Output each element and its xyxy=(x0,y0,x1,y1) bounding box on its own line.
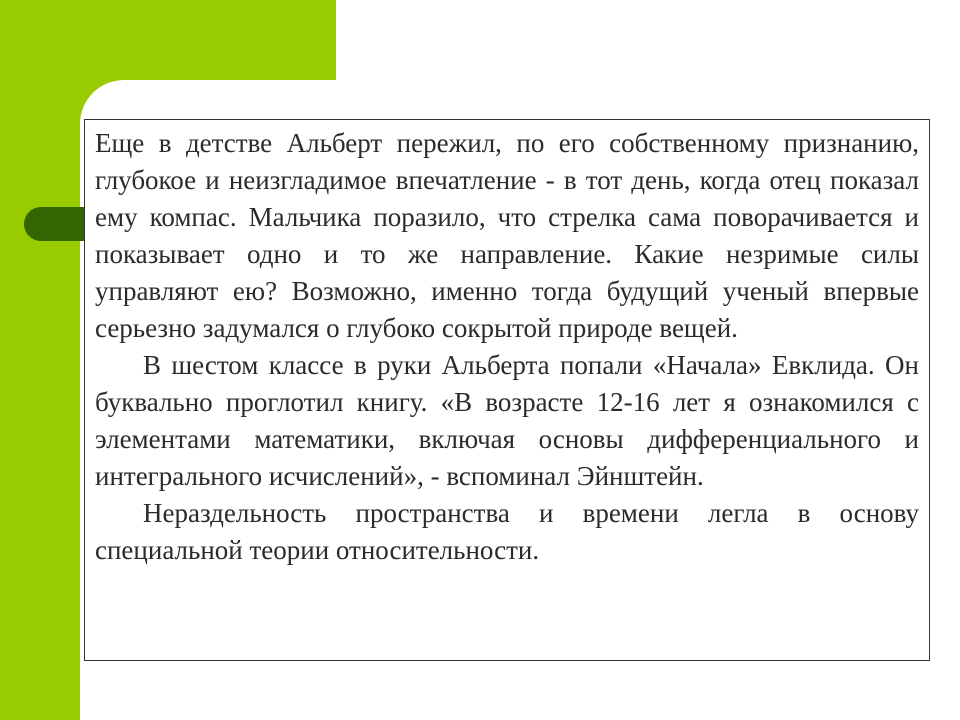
paragraph-compass: Еще в детстве Альберт пережил, по его собственному признанию, глубокое и неизгладимое впечатление - в тот день, когда отец показал ему компас. Мальчика поразило, что стрелка сама поворачивается и показывает одно и то же направление. Какие незримые силы управляют ею? Возможно, именно тогда будущий ученый впервые серьезно задумался о глубоко сокрытой природе вещей. xyxy=(95,128,919,343)
text-box xyxy=(84,119,930,661)
paragraph-relativity: Нераздельность пространства и времени легла в основу специальной теории относительности. xyxy=(95,498,919,565)
paragraph-euclid: В шестом классе в руки Альберта попали «Начала» Евклида. Он буквально проглотил книгу. «В возрасте 12-16 лет я ознакомился с элементами математики, включая основы дифференциального и интегрального исчислений», - вспоминал Эйнштейн. xyxy=(95,350,919,491)
